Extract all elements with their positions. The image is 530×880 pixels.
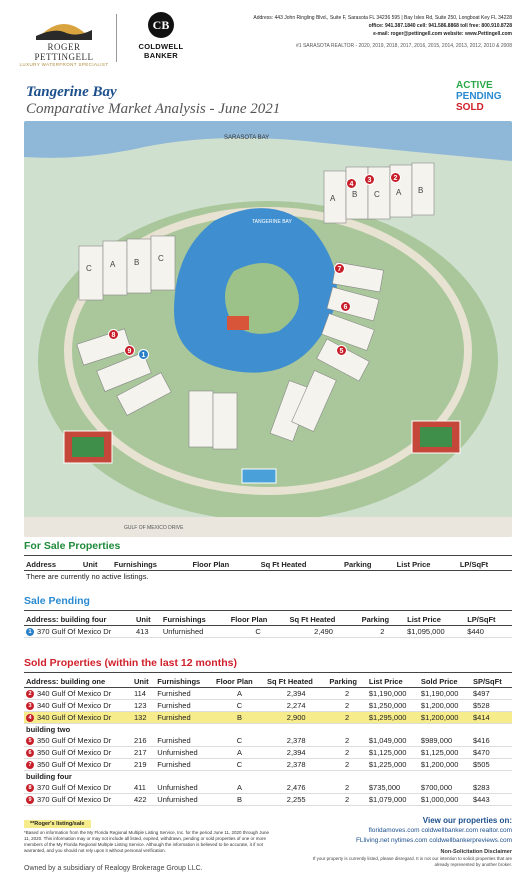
sqft-cell: 2,394 xyxy=(265,747,327,759)
sp-sqft-cell: $528 xyxy=(471,700,512,712)
web-line[interactable]: e-mail: roger@pettingell.com website: www.Pettingell.com xyxy=(373,31,512,37)
address-text: 370 Gulf Of Mexico Dr xyxy=(37,795,112,805)
years-line: #1 SARASOTA REALTOR - 2020, 2019, 2018, 2017, 2016, 2015, 2014, 2013, 2012, 2010 & 2008 xyxy=(296,43,512,49)
sold-marker-icon: 2 xyxy=(26,690,34,698)
floor-plan-cell: B xyxy=(214,712,265,724)
col-list-price: List Price xyxy=(367,676,419,688)
sp-sqft-cell: $505 xyxy=(471,759,512,771)
sold-price-cell: $700,000 xyxy=(419,782,471,794)
sold-price-cell: $1,200,000 xyxy=(419,759,471,771)
col-furnishings: Furnishings xyxy=(112,559,191,571)
row-address xyxy=(24,626,134,638)
sqft-cell: 2,900 xyxy=(265,712,327,724)
empty-listings-text: There are currently no active listings. xyxy=(26,572,149,581)
row-address xyxy=(24,688,132,700)
col-sold-price: Sold Price xyxy=(419,676,471,688)
furnishings-cell: Furnished xyxy=(155,688,214,700)
parking-cell: 2 xyxy=(327,688,366,700)
list-price-cell: $1,250,000 xyxy=(367,700,419,712)
sold-marker-icon: 7 xyxy=(26,761,34,769)
sold-title: Sold Properties (within the last 12 months) xyxy=(24,657,237,669)
sqft-cell: 2,490 xyxy=(288,626,360,638)
view-title: View our properties on: xyxy=(422,816,512,825)
unit-cell: 114 xyxy=(132,688,155,700)
sqft-cell: 2,274 xyxy=(265,700,327,712)
sold-marker-icon: 3 xyxy=(26,702,34,710)
page-subtitle: Comparative Market Analysis - June 2021 xyxy=(26,101,281,117)
sqft-cell: 2,476 xyxy=(265,782,327,794)
site-plan-illustration xyxy=(24,121,512,537)
sold-divider xyxy=(24,672,512,673)
floor-plan-cell: A xyxy=(214,747,265,759)
col-parking: Parking xyxy=(360,614,406,626)
unit-cell: 422 xyxy=(132,794,155,806)
group-label: building four xyxy=(26,772,72,782)
col-lp-sqft: LP/SqFt xyxy=(465,614,512,626)
row-address xyxy=(24,735,132,747)
table-row[interactable] xyxy=(24,759,512,771)
building-letter: A xyxy=(330,194,336,203)
col-list-price: List Price xyxy=(395,559,458,571)
sp-sqft-cell: $416 xyxy=(471,735,512,747)
furnishings-cell: Unfurnished xyxy=(155,747,214,759)
table-row[interactable] xyxy=(24,782,512,794)
col-address: Address: building four xyxy=(24,614,134,626)
address-text: 340 Gulf Of Mexico Dr xyxy=(37,713,112,723)
sp-sqft-cell: $443 xyxy=(471,794,512,806)
sold-price-cell: $989,000 xyxy=(419,735,471,747)
col-list-price: List Price xyxy=(405,614,465,626)
parking-cell: 2 xyxy=(327,700,366,712)
floor-plan-cell: A xyxy=(214,688,265,700)
map-marker-3[interactable]: 3 xyxy=(364,174,375,185)
brand-tagline: LUXURY WATERFRONT SPECIALIST xyxy=(19,62,109,67)
building-letter: A xyxy=(396,188,402,197)
non-solicitation-title: Non-Solicitation Disclaimer xyxy=(440,849,512,855)
pending-divider xyxy=(24,610,512,611)
col-parking: Parking xyxy=(327,676,366,688)
for-sale-divider xyxy=(24,555,512,556)
address-text: 350 Gulf Of Mexico Dr xyxy=(37,736,112,746)
parking-cell: 2 xyxy=(327,782,366,794)
table-row[interactable] xyxy=(24,626,512,638)
floor-plan-cell: C xyxy=(214,759,265,771)
sold-marker-icon: 8 xyxy=(26,784,34,792)
broker-name: COLDWELL BANKER xyxy=(138,42,184,60)
building-letter: C xyxy=(86,264,92,273)
view-properties xyxy=(302,816,512,868)
property-links-1[interactable]: floridamoves.com coldwellbanker.com realtor.com xyxy=(368,827,512,834)
address-text: 340 Gulf Of Mexico Dr xyxy=(37,701,112,711)
col-lp-sqft: LP/SqFt xyxy=(458,559,512,571)
table-row[interactable] xyxy=(24,747,512,759)
sold-price-cell: $1,200,000 xyxy=(419,712,471,724)
rogers-listing-note: **Roger's listing/sale xyxy=(24,820,91,828)
page-title: Tangerine Bay xyxy=(26,84,117,100)
sqft-cell: 2,378 xyxy=(265,735,327,747)
col-sqft: Sq Ft Heated xyxy=(259,559,342,571)
col-sp-sqft: SP/SqFt xyxy=(471,676,512,688)
parking-cell: 2 xyxy=(327,759,366,771)
building-letter: B xyxy=(352,190,358,199)
cb-seal-icon: CB xyxy=(148,12,174,38)
unit-cell: 413 xyxy=(134,626,161,638)
sold-price-cell: $1,000,000 xyxy=(419,794,471,806)
col-unit: Unit xyxy=(81,559,112,571)
address-text: 340 Gulf Of Mexico Dr xyxy=(37,689,112,698)
building-letter: C xyxy=(158,254,164,263)
sold-price-cell: $1,200,000 xyxy=(419,700,471,712)
furnishings-cell: Unfurnished xyxy=(161,626,229,638)
building-letter: A xyxy=(110,260,116,269)
row-address xyxy=(24,712,132,724)
phone-line: office: 941.387.1840 cell: 941.586.8868 toll free: 800.910.8728 xyxy=(368,23,512,29)
unit-cell: 123 xyxy=(132,700,155,712)
sold-table xyxy=(24,676,512,806)
parking-cell: 2 xyxy=(360,626,406,638)
list-price-cell: $1,190,000 xyxy=(367,688,419,700)
unit-cell: 219 xyxy=(132,759,155,771)
pending-header-row xyxy=(24,614,512,626)
col-address: Address: building one xyxy=(24,676,132,688)
parking-cell: 2 xyxy=(327,712,366,724)
address-line: Address: 443 John Ringling Blvd., Suite F, Sarasota FL 34236 595 | Bay Isles Rd, Suite 250, Longboat Key FL 34228 xyxy=(253,15,512,21)
floor-plan-cell: C xyxy=(229,626,288,638)
legend-sold: SOLD xyxy=(456,102,484,113)
pending-title: Sale Pending xyxy=(24,595,90,607)
sp-sqft-cell: $497 xyxy=(471,688,512,700)
sold-price-cell: $1,190,000 xyxy=(419,688,471,700)
roger-pettingell-logo xyxy=(18,14,110,67)
sp-sqft-cell: $414 xyxy=(471,712,512,724)
col-unit: Unit xyxy=(134,614,161,626)
map-marker-8[interactable]: 8 xyxy=(108,329,119,340)
building-letter: C xyxy=(374,190,380,199)
list-price-cell: $1,225,000 xyxy=(367,759,419,771)
for-sale-header-row xyxy=(24,559,512,571)
row-address xyxy=(24,759,132,771)
col-furnishings: Furnishings xyxy=(155,676,214,688)
map-marker-9[interactable]: 9 xyxy=(124,345,135,356)
furnishings-cell: Unfurnished xyxy=(155,782,214,794)
pending-marker-icon: 1 xyxy=(26,628,34,636)
row-address xyxy=(24,782,132,794)
site-plan-map xyxy=(24,121,512,537)
col-floor-plan: Floor Plan xyxy=(214,676,265,688)
list-price-cell: $1,079,000 xyxy=(367,794,419,806)
col-floor-plan: Floor Plan xyxy=(229,614,288,626)
list-price-cell: $1,049,000 xyxy=(367,735,419,747)
table-row[interactable] xyxy=(24,794,512,806)
list-price-cell: $1,125,000 xyxy=(367,747,419,759)
sold-marker-icon: 4 xyxy=(26,714,34,722)
map-marker-7[interactable]: 7 xyxy=(334,263,345,274)
property-links-2[interactable]: FLliving.net nytimes.com coldwellbankerpreviews.com xyxy=(355,837,512,844)
row-address xyxy=(24,747,132,759)
furnishings-cell: Unfurnished xyxy=(155,794,214,806)
floor-plan-cell: B xyxy=(214,794,265,806)
address-text: 350 Gulf Of Mexico Dr xyxy=(37,760,112,770)
sqft-cell: 2,255 xyxy=(265,794,327,806)
col-furnishings: Furnishings xyxy=(161,614,229,626)
brand-name: ROGER PETTINGELL xyxy=(34,42,94,62)
map-marker-pending-1[interactable]: 1 xyxy=(138,349,149,360)
list-price-cell: $1,095,000 xyxy=(405,626,465,638)
col-floor-plan: Floor Plan xyxy=(191,559,259,571)
unit-cell: 217 xyxy=(132,747,155,759)
furnishings-cell: Furnished xyxy=(155,759,214,771)
col-unit: Unit xyxy=(132,676,155,688)
for-sale-table xyxy=(24,559,512,582)
furnishings-cell: Furnished xyxy=(155,735,214,747)
sqft-cell: 2,378 xyxy=(265,759,327,771)
mls-disclaimer: *Based on information from the My Florida Regional Multiple Listing Service, Inc. for the period June 11, 2020 through June 11, 2020. This information may or may not include all listed, expired, withdrawn, pending or sold properties of one or more members of the My Florida Regional Multiple Listing Service. Although the information is believed to be accurate, it if not warranted, and you should not rely upon it without personal verification. xyxy=(24,830,270,853)
parking-cell: 2 xyxy=(327,747,366,759)
address-text: 370 Gulf Of Mexico Dr xyxy=(37,783,112,793)
sqft-cell: 2,394 xyxy=(265,688,327,700)
page-header xyxy=(0,0,530,74)
group-label: building two xyxy=(26,725,71,735)
sp-sqft-cell: $283 xyxy=(471,782,512,794)
table-row[interactable] xyxy=(24,712,512,724)
map-marker-2[interactable]: 2 xyxy=(390,172,401,183)
unit-cell: 132 xyxy=(132,712,155,724)
furnishings-cell: Furnished xyxy=(155,712,214,724)
floor-plan-cell: A xyxy=(214,782,265,794)
col-parking: Parking xyxy=(342,559,395,571)
group-row xyxy=(24,724,512,736)
list-price-cell: $1,295,000 xyxy=(367,712,419,724)
sp-sqft-cell: $470 xyxy=(471,747,512,759)
sold-price-cell: $1,125,000 xyxy=(419,747,471,759)
group-row xyxy=(24,771,512,783)
non-solicitation-text: If your property is currently listed, please disregard. It is not our intention to solicit properties that are already represented by another broker. xyxy=(312,856,512,867)
col-sqft: Sq Ft Heated xyxy=(265,676,327,688)
map-marker-5[interactable]: 5 xyxy=(336,345,347,356)
ownership-note: Owned by a subsidiary of Realogy Brokerage Group LLC. xyxy=(24,865,203,872)
table-row[interactable] xyxy=(24,688,512,700)
parking-cell: 2 xyxy=(327,735,366,747)
sold-header-row xyxy=(24,676,512,688)
row-address xyxy=(24,794,132,806)
address-text: 370 Gulf Of Mexico Dr xyxy=(37,627,112,636)
building-letter: B xyxy=(418,186,424,195)
col-address: Address xyxy=(24,559,81,571)
svg-text:TANGERINE BAY: TANGERINE BAY xyxy=(252,219,292,225)
address-text: 350 Gulf Of Mexico Dr xyxy=(37,748,112,758)
unit-cell: 411 xyxy=(132,782,155,794)
row-address xyxy=(24,700,132,712)
contact-info xyxy=(212,14,512,50)
list-price-cell: $735,000 xyxy=(367,782,419,794)
sold-marker-icon: 5 xyxy=(26,737,34,745)
map-marker-6[interactable]: 6 xyxy=(340,301,351,312)
furnishings-cell: Furnished xyxy=(155,700,214,712)
table-row xyxy=(24,571,512,583)
svg-text:SARASOTA BAY: SARASOTA BAY xyxy=(224,135,270,141)
floor-plan-cell: C xyxy=(214,700,265,712)
header-divider xyxy=(116,14,117,62)
floor-plan-cell: C xyxy=(214,735,265,747)
legend-active: ACTIVE xyxy=(456,80,493,91)
sold-marker-icon: 6 xyxy=(26,749,34,757)
table-row[interactable] xyxy=(24,700,512,712)
parking-cell: 2 xyxy=(327,794,366,806)
lp-sqft-cell: $440 xyxy=(465,626,512,638)
sunset-wave-icon xyxy=(34,14,94,40)
legend-pending: PENDING xyxy=(456,91,502,102)
svg-text:GULF OF MEXICO DRIVE: GULF OF MEXICO DRIVE xyxy=(124,525,184,531)
building-letter: B xyxy=(134,258,140,267)
col-sqft: Sq Ft Heated xyxy=(288,614,360,626)
sold-marker-icon: 9 xyxy=(26,796,34,804)
unit-cell: 216 xyxy=(132,735,155,747)
table-row[interactable] xyxy=(24,735,512,747)
pending-table xyxy=(24,614,512,638)
for-sale-title: For Sale Properties xyxy=(24,540,121,552)
coldwell-banker-logo xyxy=(126,12,196,60)
status-legend xyxy=(456,80,512,113)
map-marker-4[interactable]: 4 xyxy=(346,178,357,189)
